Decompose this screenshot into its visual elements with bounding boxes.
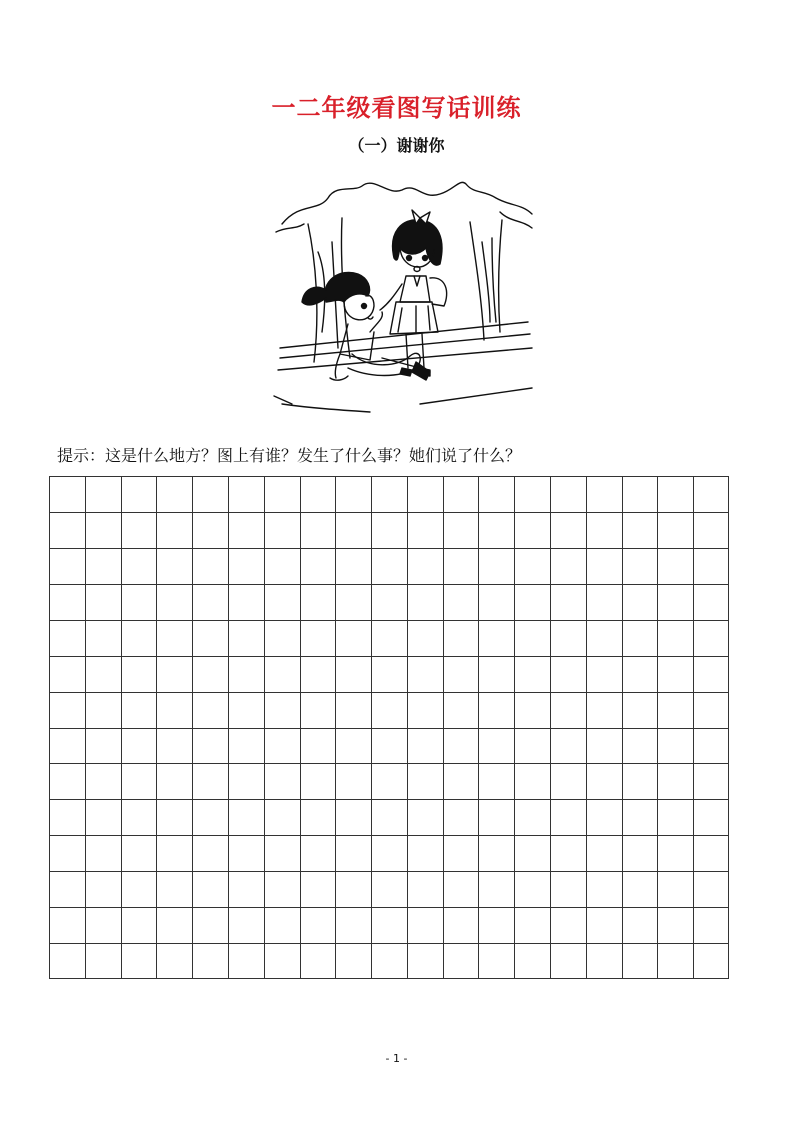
- page-number: - 1 -: [385, 1052, 408, 1065]
- page-subtitle: （一）谢谢你: [348, 136, 445, 155]
- two-girls-helping-illustration: [270, 172, 540, 414]
- writing-grid: [49, 476, 729, 979]
- hint-prompt: 提示：这是什么地方？图上有谁？发生了什么事？她们说了什么？: [57, 446, 522, 465]
- page-title: 一二年级看图写话训练: [271, 94, 522, 122]
- grid-border: [50, 477, 729, 979]
